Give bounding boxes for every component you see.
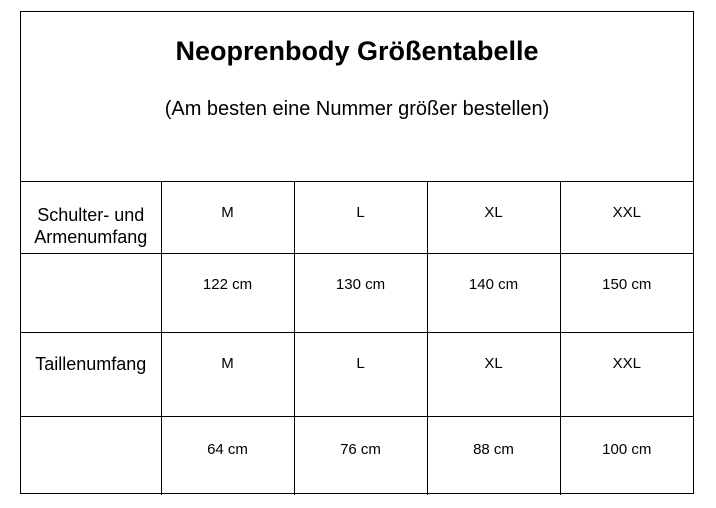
- table-cell: [427, 416, 560, 495]
- page-subtitle: (Am besten eine Nummer größer bestellen): [164, 98, 550, 120]
- row-label-cell: [21, 253, 161, 332]
- row-label-line: Taillenumfang: [35, 353, 147, 374]
- table-cell: [560, 332, 693, 416]
- table-cell: [294, 182, 427, 253]
- row-label-cell: [21, 182, 161, 253]
- table-cell: [294, 253, 427, 332]
- row-label-cell: [21, 416, 161, 495]
- table-row: [21, 332, 693, 416]
- size-value: XL: [484, 354, 503, 372]
- table-row: [21, 416, 693, 495]
- table-row: [21, 182, 693, 253]
- measurement-value: 76 cm: [340, 440, 381, 458]
- size-chart-header: [21, 12, 693, 182]
- measurement-value: 140 cm: [468, 275, 519, 293]
- size-value: XXL: [612, 204, 641, 221]
- measurement-value: 122 cm: [202, 275, 253, 293]
- size-chart-sheet: [20, 11, 694, 494]
- page-title: Neoprenbody Größentabelle: [175, 36, 539, 66]
- measurement-value: 88 cm: [473, 440, 514, 458]
- row-label-cell: [21, 332, 161, 416]
- row-label-line: Schulter- und: [37, 205, 145, 225]
- table-cell: [161, 332, 294, 416]
- table-cell: [560, 416, 693, 495]
- measurement-value: 130 cm: [335, 275, 386, 293]
- measurement-value: 150 cm: [602, 275, 652, 293]
- size-value: M: [221, 354, 234, 372]
- table-cell: [294, 416, 427, 495]
- measurement-value: 64 cm: [207, 440, 248, 458]
- size-table: [21, 182, 693, 495]
- table-cell: [161, 253, 294, 332]
- table-row: [21, 253, 693, 332]
- table-cell: [294, 332, 427, 416]
- size-value: XL: [484, 204, 503, 221]
- table-cell: [560, 253, 693, 332]
- table-cell: [161, 182, 294, 253]
- size-value: L: [356, 354, 365, 372]
- table-cell: [427, 182, 560, 253]
- table-cell: [560, 182, 693, 253]
- size-value: XXL: [612, 354, 641, 372]
- table-cell: [427, 332, 560, 416]
- table-cell: [427, 253, 560, 332]
- size-value: L: [356, 204, 365, 221]
- size-value: M: [221, 204, 234, 221]
- measurement-value: 100 cm: [602, 440, 652, 458]
- row-label-line: Armenumfang: [34, 227, 148, 247]
- table-cell: [161, 416, 294, 495]
